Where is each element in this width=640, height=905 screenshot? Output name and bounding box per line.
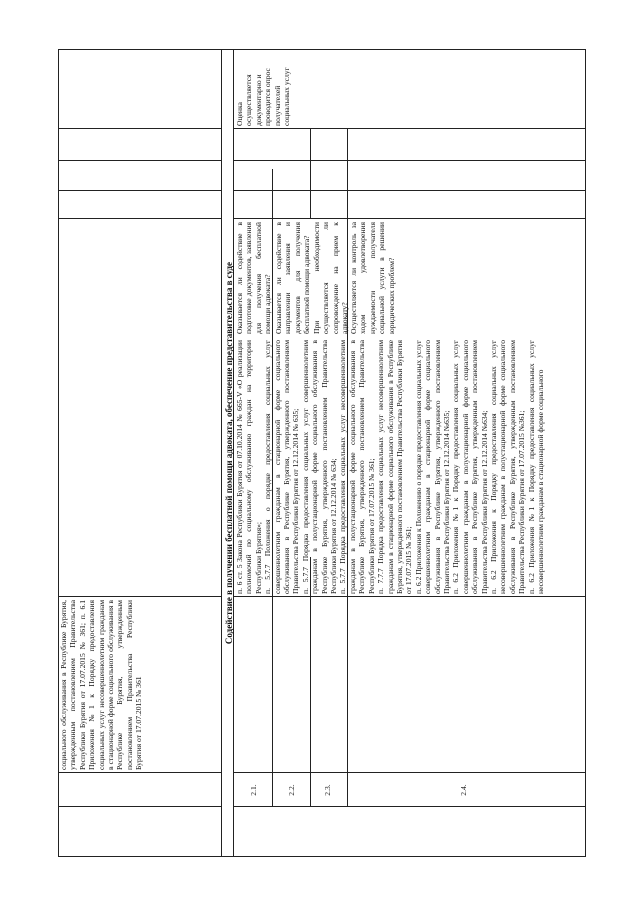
col-line-4-top [58,218,222,219]
legal-basis-item: п. 5.7.7 Положения о порядке предоставления социальных услуг совершеннолетним гражданам в стационарной форме социального обслуживания в Республике Бурятия, утвержденного постановлением Правительства Республики Бурятия от 12.12.2014 № 635; [263,340,301,594]
legal-basis-item: п. 6.2 Приложения №1 к Порядку предоставления социальных услуг несовершеннолетним гражданам в стационарной форме социального [526,340,545,594]
row-question: Оказывается ли содействие в направлении заявления и документов для получения бесплатной помощи адвоката? [274,222,312,334]
row-number: 2.4. [459,784,468,796]
row-question: При необходимости осуществляется ли сопровождение на прием к адвокату? [312,222,350,334]
legal-basis-list [234,337,585,597]
col-line-6-top [58,160,222,161]
row-question: Осуществляется ли контроль за ходом удовлетворения нуждаемости получателя социальной услуги в решении юридических проблем? [349,222,396,334]
assessment-note: Оценка осуществляется документарно и проводится опрос получателей социальных услуг [235,67,292,126]
inspection-table [58,49,586,857]
table-border-left [58,856,586,857]
legal-basis-item: п. 7.7.7 Порядка предоставления социальных услуг несовершеннолетним гражданам в стационарной форме социального обслуживания в Республике Бурятия, утвержденного постановлением Правительства Республики Бурятия от 17.07.2015 № 361; [376,340,414,594]
spacer [234,773,236,807]
table-border-bottom [585,49,586,857]
row-number: 2.2. [287,784,296,796]
row-line-2-2b [310,129,311,219]
legal-basis-item: п. 6.2 Приложения №1 к Порядку предоставления социальных услуг совершеннолетним гражданам в полустационарной форме социального обслуживания в Республике Бурятия, утвержденным постановлением Правительства Республики Бурятия от 12.12.2014 №634; [451,340,489,594]
legal-basis-item: п. 6 ст. 5 Закона Республики Бурятия от 07.10.2014 № 665-V «О реализации полномочий по социальному обслуживанию граждан на территории Республики Бурятия»; [235,340,263,594]
row-question: Оказывается ли содействие в подготовке документов, заявления для получения бесплатной помощи адвоката? [235,222,273,334]
legal-basis-item: п. 6.2 Приложения к Положению о порядке предоставления социальных услуг совершеннолетним гражданам в стационарной форме социального обслуживания в Республике Бурятия, утвержденного постановлением Правительства Республики Бурятия от 12.12.2014 №635; [413,340,451,594]
col-line-1-top [58,806,222,807]
legal-basis-item: п. 6.2 Приложения к Порядку предоставления социальных услуг несовершеннолетним гражданам в полустационарной форме социального обслуживания в Республике Бурятия, утвержденным постановлением Правительства Республики Бурятия от 17.07.2015 №361; [488,340,527,594]
header-legal-text: социального обслуживания в Республике Бурятия, утвержденным постановлением Правительства Республики Бурятия от 17.07.2015 № 361; п. 6.1 Приложения №1 к Порядку предоставления социальных услуг несовершеннолетним гражданам в стационарной форме социального обслуживания в Республике Бурятия, утвержденным постановлением Правительства Республики Бурятия от 17.07.2015 № 361 [59,600,144,770]
col-line-5 [233,190,586,191]
col-line-6 [233,160,586,161]
col-line-7-top [58,128,222,129]
row-number: 2.1. [249,784,258,796]
section-title: Содействие в получении бесплатной помощи адвоката, обеспечение представительства в суде [224,261,234,645]
legal-basis-item: п. 5.7.7 Порядка предоставления социальных услуг совершеннолетним гражданам в полустационарной форме социального обслуживания в Республике Бурятия, утвержденного постановлением Правительства Республики Бурятия от 12.12.2014 № 634; [300,340,339,594]
row-number: 2.3. [323,784,332,796]
col-line-5-top [58,190,222,191]
legal-basis-item: п. 5.7.7 Порядка предоставления социальных услуг несовершеннолетним гражданам в полустационарной форме социального обслуживания в Республике Бурятия, утвержденного постановлением Правительства Республики Бурятия от 17.07.2015 № 361; [338,340,376,594]
